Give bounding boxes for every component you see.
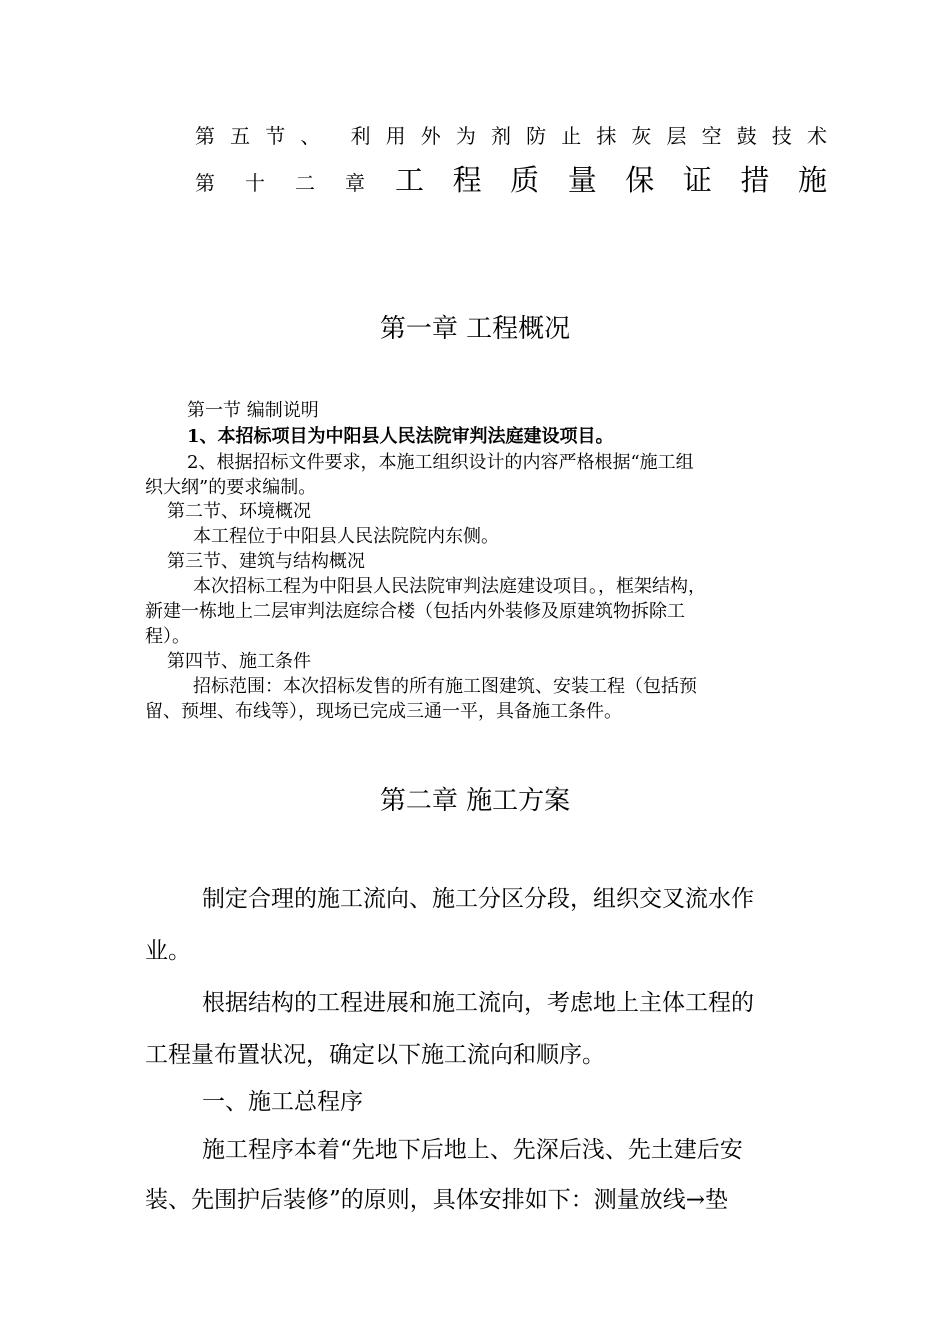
ch2-subheading-1: 一、施工总程序 [202, 1089, 363, 1115]
toc-char: 、 [300, 124, 321, 148]
section1-item1: 1、本招标项目为中阳县人民法院审判法庭建设项目。 [187, 426, 614, 447]
toc-char: 剂 [490, 124, 511, 148]
toc-char: 第 [195, 171, 215, 195]
toc-char: 层 [666, 124, 687, 148]
ch2-p1-line2: 业。 [145, 938, 191, 964]
section3-heading: 第三节、建筑与结构概况 [167, 551, 365, 572]
toc-char: 用 [385, 124, 406, 148]
section1-item2-line1: 2、根据招标文件要求，本施工组织设计的内容严格根据“施工组 [187, 452, 694, 473]
toc-char: 为 [455, 124, 476, 148]
section1-heading: 第一节 编制说明 [187, 400, 319, 421]
section3-line1: 本次招标工程为中阳县人民法院审判法庭建设项目。，框架结构， [193, 576, 706, 597]
toc-char: 灰 [631, 124, 652, 148]
toc-char: 止 [561, 124, 582, 148]
toc-char: 程 [452, 163, 482, 197]
toc-char: 量 [567, 163, 597, 197]
toc-char: 措 [740, 163, 770, 197]
toc-char: 第 [195, 124, 215, 148]
ch2-p1-line1: 制定合理的施工流向、施工分区分段，组织交叉流水作 [202, 886, 754, 912]
toc-char: 质 [510, 163, 540, 197]
toc-chapter-number [195, 167, 365, 196]
ch2-p2-line1: 根据结构的工程进展和施工流向，考虑地上主体工程的 [202, 990, 754, 1016]
section2-heading: 第二节、环境概况 [167, 501, 311, 522]
chapter1-title: 第一章 工程概况 [379, 314, 571, 344]
toc-char: 工 [395, 163, 425, 197]
toc-line-chapter12 [195, 158, 827, 199]
section1-item2-line2: 织大纲”的要求编制。 [145, 477, 317, 498]
toc-char: 施 [797, 163, 827, 197]
toc-char: 外 [420, 124, 441, 148]
chapter2-title: 第二章 施工方案 [379, 786, 571, 816]
toc-char: 鼓 [736, 124, 757, 148]
toc-char: 保 [625, 163, 655, 197]
section3-line3: 程）。 [145, 626, 190, 647]
section4-line2: 留、预埋、布线等），现场已完成三通一平，具备施工条件。 [145, 701, 622, 722]
toc-char: 利 [350, 124, 371, 148]
toc-char: 五 [230, 124, 251, 148]
toc-char: 抹 [596, 124, 617, 148]
toc-char: 防 [526, 124, 547, 148]
toc-chapter-title [395, 158, 827, 199]
toc-char: 二 [295, 171, 315, 195]
ch2-p2-line2: 工程量布置状况，确定以下施工流向和顺序。 [145, 1042, 605, 1068]
toc-char: 章 [345, 171, 365, 195]
section4-line1: 招标范围：本次招标发售的所有施工图建筑、安装工程（包括预 [193, 676, 697, 697]
section4-heading: 第四节、施工条件 [167, 651, 311, 672]
toc-char: 技 [771, 124, 792, 148]
toc-char: 术 [806, 124, 827, 148]
section3-line2: 新建一栋地上二层审判法庭综合楼（包括内外装修及原建筑物拆除工 [145, 601, 685, 622]
ch2-p3-line2: 装、先围护后装修”的原则，具体安排如下：测量放线→垫 [145, 1187, 729, 1213]
toc-char: 证 [682, 163, 712, 197]
toc-char: 空 [701, 124, 722, 148]
toc-line-section5 [195, 120, 827, 149]
toc-char: 节 [265, 124, 286, 148]
ch2-p3-line1: 施工程序本着“先地下后地上、先深后浅、先土建后安 [202, 1137, 743, 1163]
section2-body: 本工程位于中阳县人民法院院内东侧。 [193, 526, 499, 547]
toc-char: 十 [245, 171, 265, 195]
